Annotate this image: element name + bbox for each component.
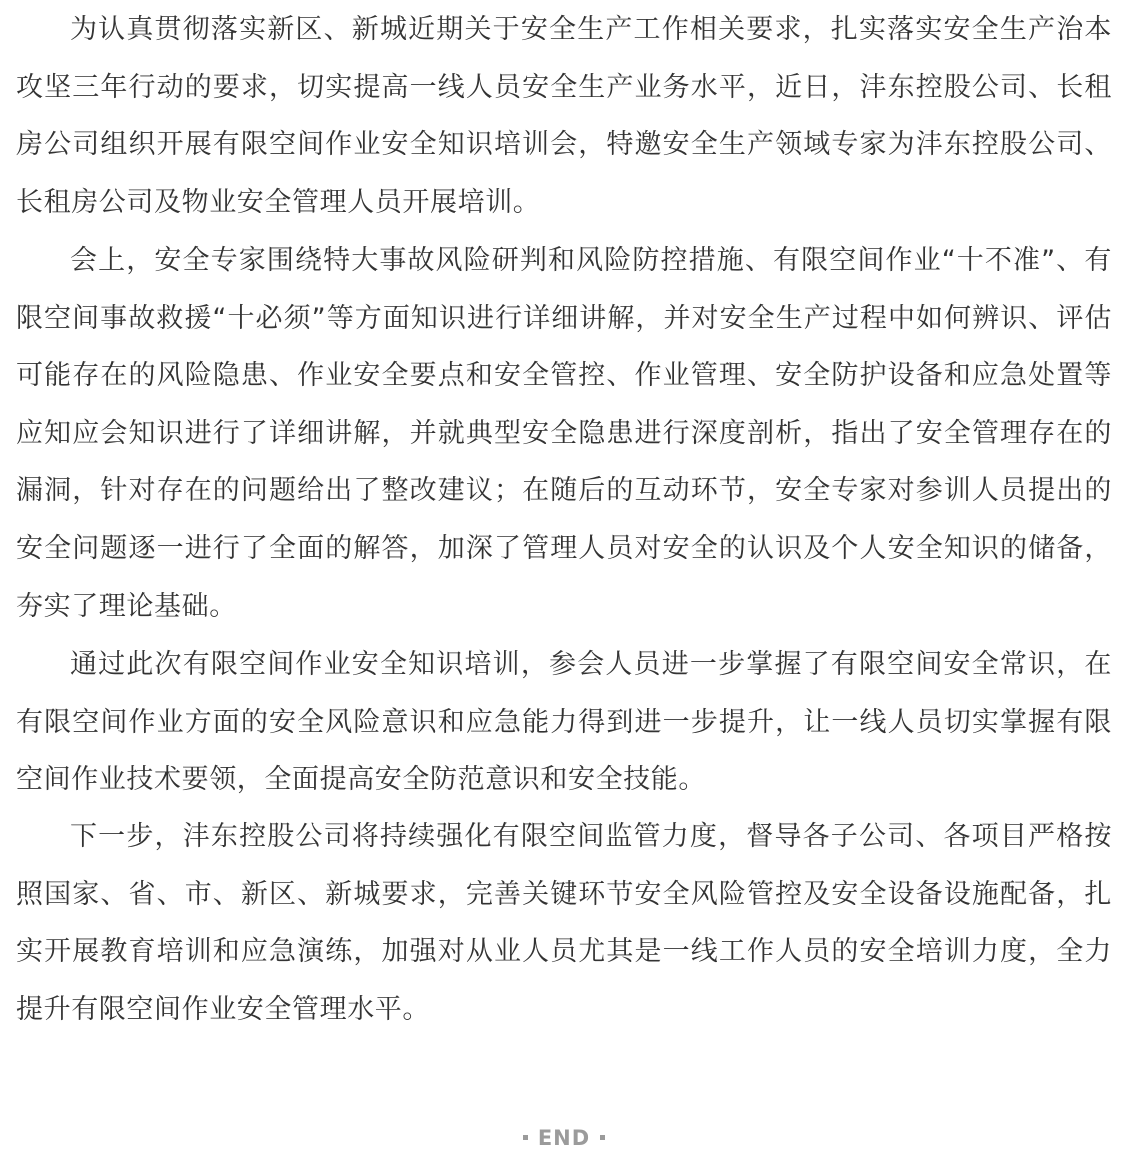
paragraph-intro: 为认真贯彻落实新区、新城近期关于安全生产工作相关要求，扎实落实安全生产治本攻坚三年行动的要求，切实提高一线人员安全生产业务水平，近日，沣东控股公司、长租房公司组织开展有限空间作业安全知识培训会，特邀安全生产领域专家为沣东控股公司、长租房公司及物业安全管理人员开展培训。 (16, 14, 1112, 218)
right-dot-icon (600, 1135, 605, 1140)
left-dot-icon (523, 1135, 528, 1140)
paragraph-training-content: 会上，安全专家围绕特大事故风险研判和风险防控措施、有限空间作业“十不准”、有限空间事故救援“十必须”等方面知识进行详细讲解，并对安全生产过程中如何辨识、评估可能存在的风险隐患、作业安全要点和安全管控、作业管理、安全防护设备和应急处置等应知应会知识进行了详细讲解，并就典型安全隐患进行深度剖析，指出了安全管理存在的漏洞，针对存在的问题给出了整改建议；在随后的互动环节，安全专家对参训人员提出的安全问题逐一进行了全面的解答，加深了管理人员对安全的认识及个人安全知识的储备，夯实了理论基础。 (16, 245, 1112, 622)
end-marker (0, 1126, 1128, 1150)
paragraph-training-result: 通过此次有限空间作业安全知识培训，参会人员进一步掌握了有限空间安全常识，在有限空间作业方面的安全风险意识和应急能力得到进一步提升，让一线人员切实掌握有限空间作业技术要领，全面提高安全防范意识和安全技能。 (16, 649, 1112, 796)
end-label: END (537, 1126, 591, 1150)
paragraph-next-steps: 下一步，沣东控股公司将持续强化有限空间监管力度，督导各子公司、各项目严格按照国家、省、市、新区、新城要求，完善关键环节安全风险管控及安全设备设施配备，扎实开展教育培训和应急演练，加强对从业人员尤其是一线工作人员的安全培训力度，全力提升有限空间作业安全管理水平。 (16, 821, 1112, 1025)
